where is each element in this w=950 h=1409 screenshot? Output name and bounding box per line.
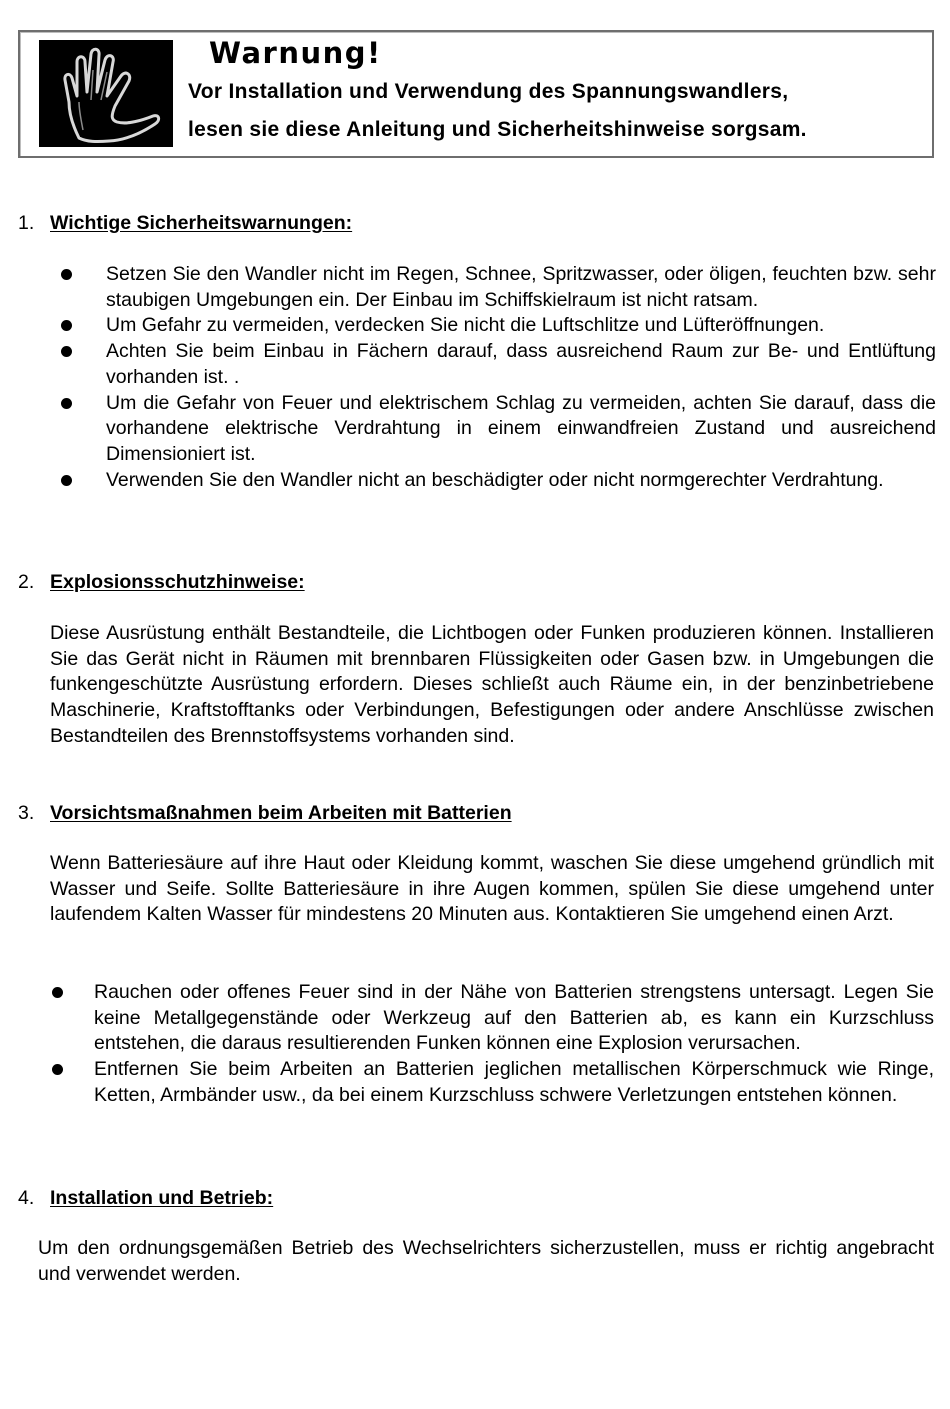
section-1-title: Wichtige Sicherheitswarnungen: (50, 212, 353, 234)
section-3-number: 3. (18, 802, 35, 824)
warning-box (18, 30, 934, 158)
section-1-number: 1. (18, 212, 35, 234)
bullet-icon (61, 398, 72, 409)
bullet-icon (52, 1064, 63, 1075)
list-item: Achten Sie beim Einbau in Fächern darauf, dass ausreichend Raum zur Be- und Entlüftung vorhanden ist. . (60, 339, 936, 390)
bullet-icon (61, 320, 72, 331)
section-2-title: Explosionsschutzhinweise: (50, 571, 305, 593)
section-3-title: Vorsichtsmaßnahmen beim Arbeiten mit Batterien (50, 802, 512, 824)
warning-line-2: lesen sie diese Anleitung und Sicherheitshinweise sorgsam. (188, 118, 807, 141)
stop-hand-icon (39, 40, 173, 147)
section-3-bullet-list (52, 980, 934, 1109)
section-4-title: Installation und Betrieb: (50, 1187, 274, 1209)
section-4-number: 4. (18, 1187, 35, 1209)
list-item: Um Gefahr zu vermeiden, verdecken Sie nicht die Luftschlitze und Lüfteröffnungen. (60, 313, 936, 339)
section-2-paragraph: Diese Ausrüstung enthält Bestandteile, die Lichtbogen oder Funken produzieren können. Installieren Sie das Gerät nicht in Räumen mit brennbaren Flüssigkeiten oder Gasen bzw. in Umgebungen die funkengeschützte Ausrüstung erfordern. Dieses schließt auch Räume ein, in der benzinbetriebene Maschinerie, Kraftstofftanks oder Verbindungen, Befestigungen oder andere Anschlüsse zwischen Bestandteilen des Brennstoffsystems vorhanden sind. (50, 622, 934, 747)
bullet-icon (61, 269, 72, 280)
section-1-bullet-list (60, 262, 936, 493)
section-3-paragraph: Wenn Batteriesäure auf ihre Haut oder Kleidung kommt, waschen Sie diese umgehend gründlich mit Wasser und Seife. Sollte Batteriesäure in ihre Augen kommen, spülen Sie diese umgehend unter laufendem Kalten Wasser für mindestens 20 Minuten aus. Kontaktieren Sie umgehend einen Arzt. (50, 852, 934, 926)
list-item: Verwenden Sie den Wandler nicht an beschädigter oder nicht normgerechter Verdrahtung. (60, 468, 936, 494)
bullet-icon (61, 346, 72, 357)
bullet-icon (61, 475, 72, 486)
list-item: Entfernen Sie beim Arbeiten an Batterien jeglichen metallischen Körperschmuck wie Ringe, Ketten, Armbänder usw., da bei einem Kurzschluss schwere Verletzungen entstehen können. (52, 1057, 934, 1108)
warning-title: Warnung! (209, 36, 382, 70)
section-2-number: 2. (18, 571, 35, 593)
list-item: Um die Gefahr von Feuer und elektrischem Schlag zu vermeiden, achten Sie darauf, dass die vorhandene elektrische Verdrahtung in einem einwandfreien Zustand und ausreichend Dimensioniert ist. (60, 391, 936, 468)
list-item: Rauchen oder offenes Feuer sind in der Nähe von Batterien strengstens untersagt. Legen Sie keine Metallgegenstände oder Werkzeug auf den Batterien ab, es kann ein Kurzschluss entstehen, die daraus resultierenden Funken können eine Explosion verursachen. (52, 980, 934, 1057)
bullet-icon (52, 987, 63, 998)
section-4-paragraph: Um den ordnungsgemäßen Betrieb des Wechselrichters sicherzustellen, muss er richtig angebracht und verwendet werden. (38, 1237, 934, 1285)
list-item: Setzen Sie den Wandler nicht im Regen, Schnee, Spritzwasser, oder öligen, feuchten bzw. sehr staubigen Umgebungen ein. Der Einbau im Schiffskielraum ist nicht ratsam. (60, 262, 936, 313)
warning-line-1: Vor Installation und Verwendung des Spannungswandlers, (188, 80, 789, 103)
